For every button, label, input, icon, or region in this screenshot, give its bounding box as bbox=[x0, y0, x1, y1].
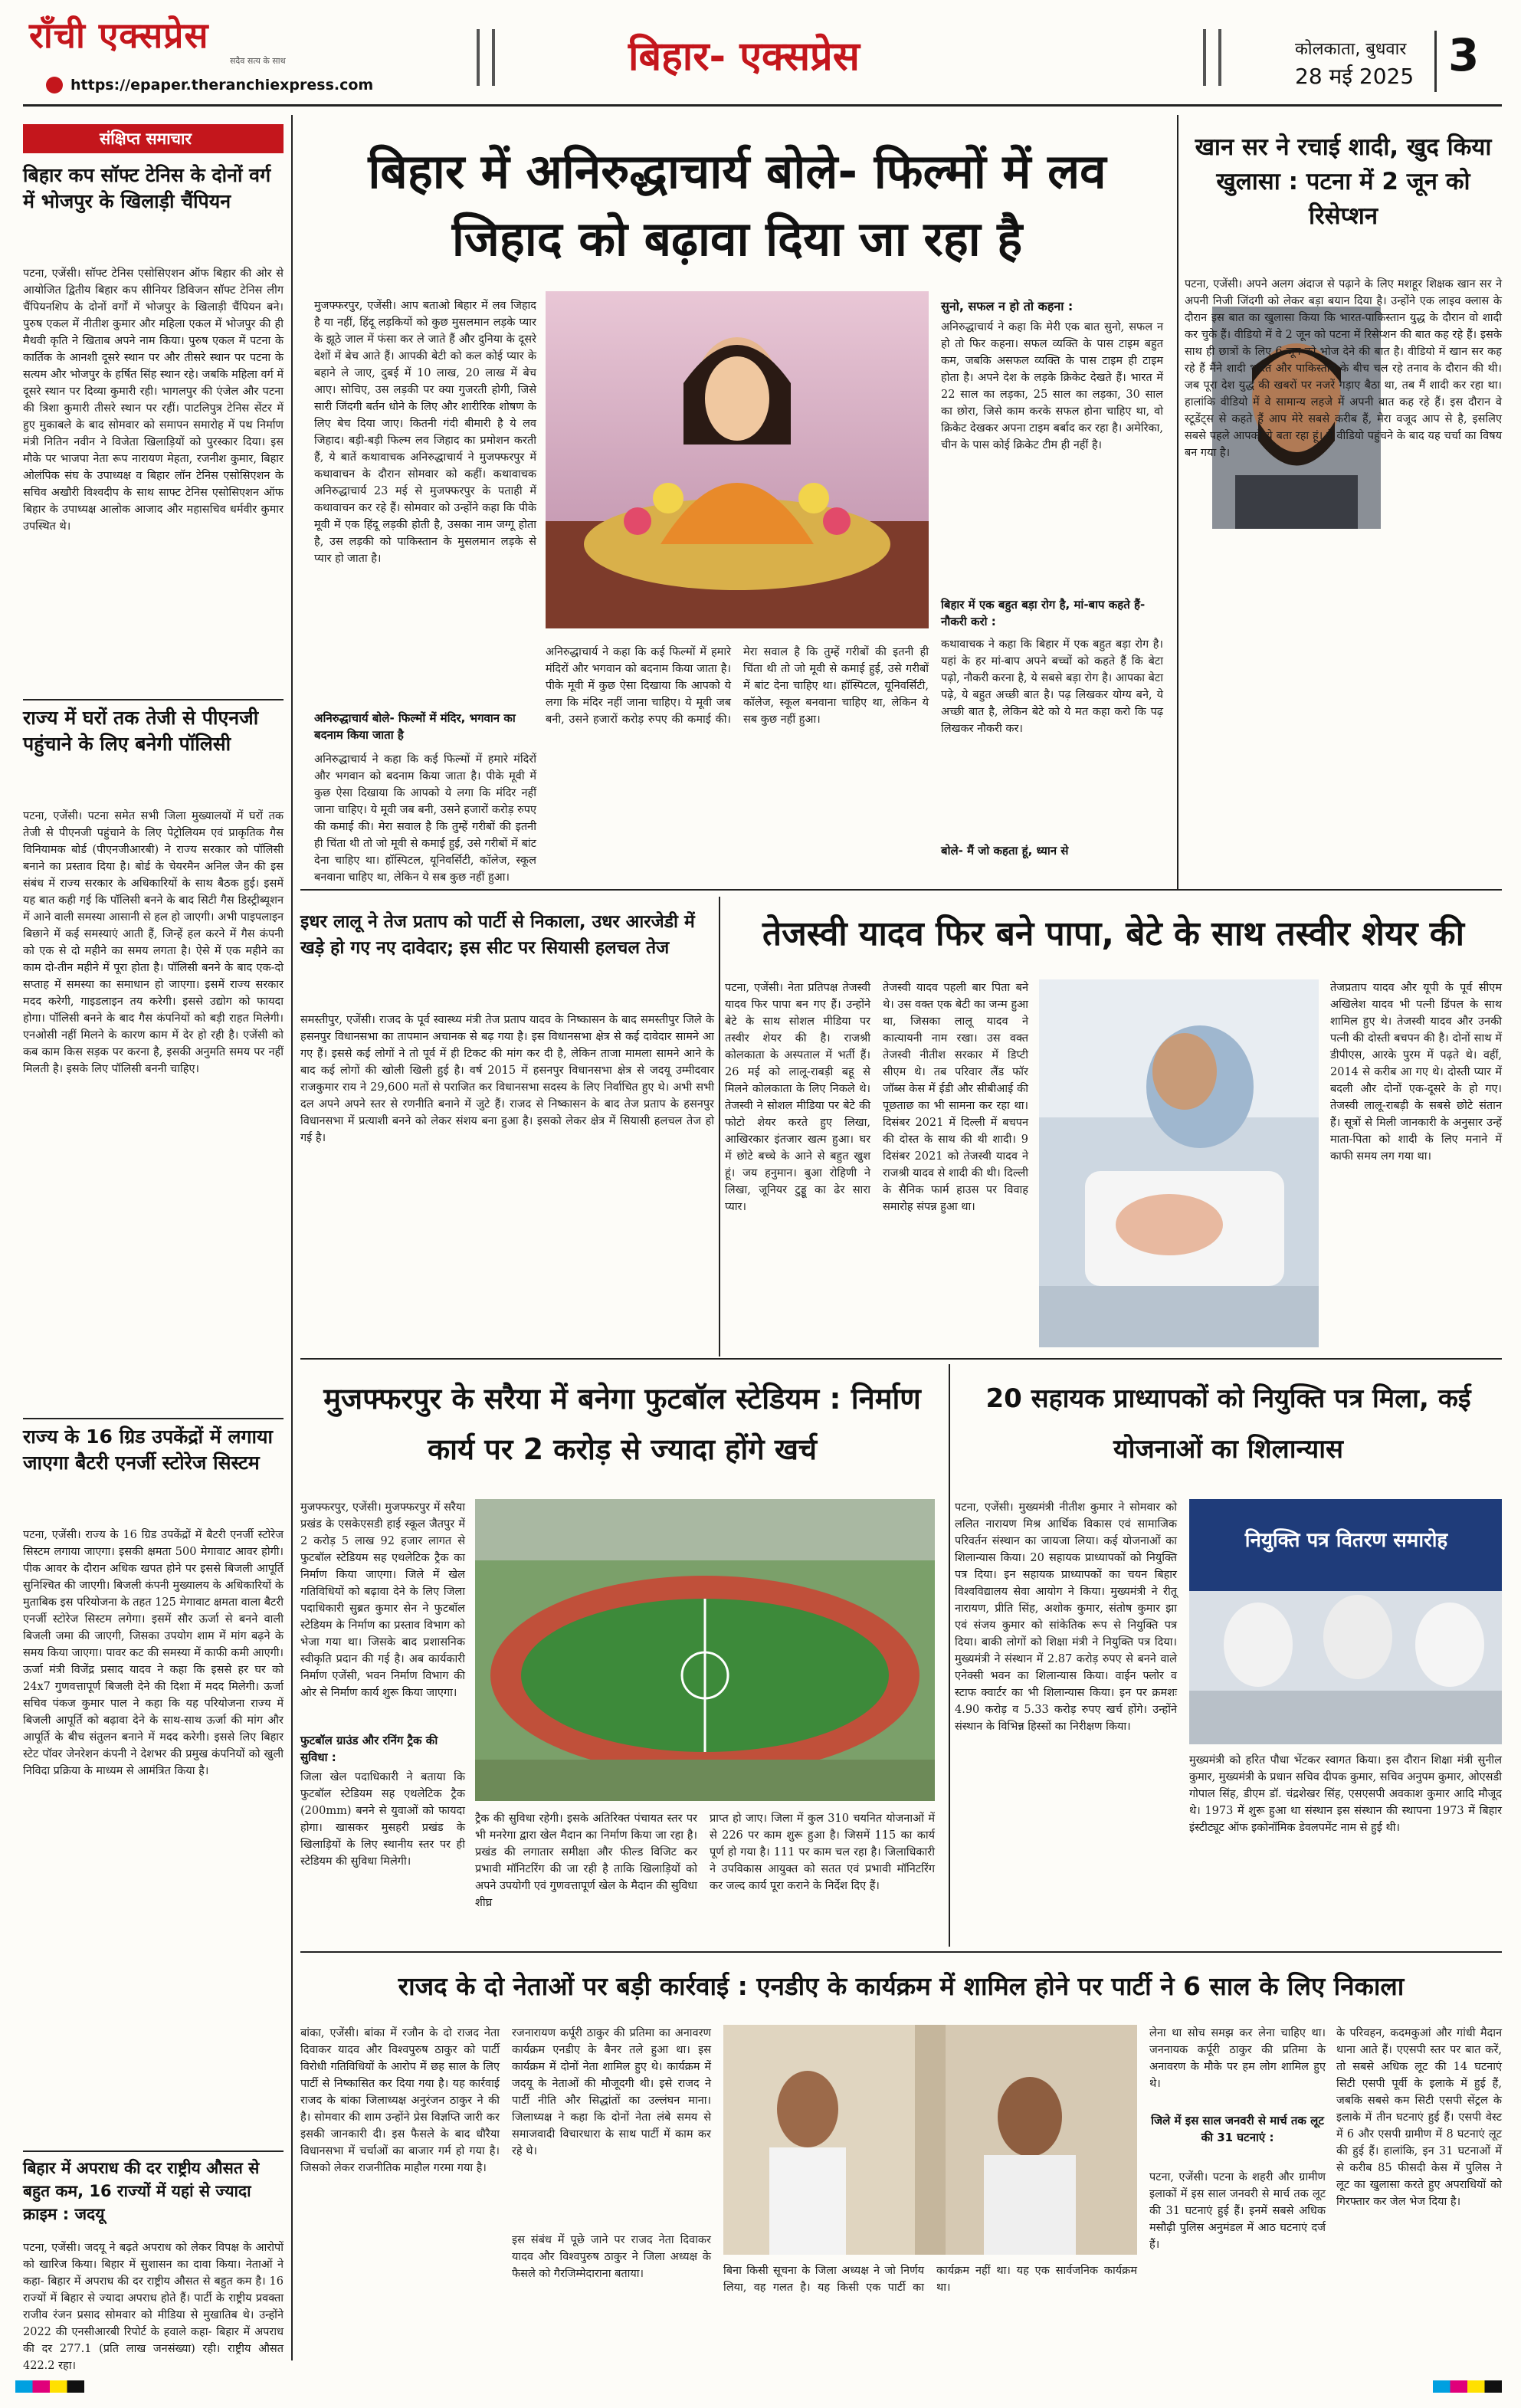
rjd-caption-left: इस संबंध में पूछे जाने पर राजद नेता दिवाकर यादव और विश्वपुरुष ठाकुर ने जिला अध्यक्ष के फैसले को गैरजिम्मेदाराना बताया। bbox=[512, 2234, 711, 2280]
lalu-right-rule bbox=[719, 897, 720, 1357]
epaper-link[interactable]: https://epaper.theranchiexpress.com bbox=[70, 77, 374, 93]
brief-item-2-title: राज्य में घरों तक तेजी से पीएनजी पहुंचाने के लिए बनेगी पॉलिसी bbox=[23, 707, 259, 755]
khan-headline: खान सर ने रचाई शादी, खुद किया खुलासा : पटना में 2 जून को रिसेप्शन bbox=[1195, 133, 1492, 230]
professors-story bbox=[955, 1364, 1502, 1947]
registration-marks bbox=[0, 2376, 1521, 2398]
stadium-aerial-photo bbox=[475, 1499, 935, 1801]
rjd-body-col5b: पटना, एजेंसी। पटना के शहरी और ग्रामीण इलाकों में इस साल जनवरी से मार्च तक लूट की 31 घटनाएं हुई हैं। इनमें सबसे अधिक मसौढ़ी पुलिस अनुमंडल में आठ घटनाएं दर्ज हैं। bbox=[1149, 2171, 1326, 2251]
rjd-body-col6: के परिवहन, कदमकुआं और गांधी मैदान थाना आते हैं। एएसपी स्तर पर बात करें, तो सबसे अधिक लूट की 14 घटनाएं सिटी एसपी पूर्वी के इलाके में हुई हैं, जबकि सबसे कम सिटी एसपी सेंट्रल के इलाके में तीन घटनाएं हुई हैं। एसपी वेस्ट में 6 और एसपी ग्रामीण में 8 घटनाएं लूट की हुई हैं। हालांकि, इन 31 घटनाओं में से करीब 85 फीसदी केस में पुलिस ने लूट का खुलासा करते हुए अपराधियों को गिरफ्तार कर जेल भेज दिया है। bbox=[1336, 2027, 1502, 2208]
tejashwi-story bbox=[725, 897, 1502, 1357]
tejashwi-body-col1: पटना, एजेंसी। नेता प्रतिपक्ष तेजस्वी यादव फिर पापा बन गए हैं। उन्होंने बेटे के साथ सोशल मीडिया पर तस्वीर शेयर की है। राजश्री कोलकाता के अस्पताल में भर्ती हैं। 26 मई को लालू-राबड़ी बहू से मिलने कोलकाता के लिए निकले थे। तेजस्वी ने सोशल मीडिया पर बेटे की फोटो शेयर करते हुए लिखा, आखिरकार इंतजार खत्म हुआ। घर में छोटे बच्चे के आने से बहुत खुश हूं। जय हनुमान। बुआ रोहिणी ने लिखा, जूनियर टुड्डू का ढेर सारा प्यार। bbox=[725, 982, 870, 1213]
tejashwi-newborn-photo bbox=[1039, 979, 1319, 1347]
aniruddhacharya-photo bbox=[546, 291, 929, 628]
lead-headline: बिहार में अनिरुद्धाचार्य बोले- फिल्मों में लव जिहाद को बढ़ावा दिया जा रहा है bbox=[368, 143, 1106, 267]
lead-body-col1: मुजफ्फरपुर, एजेंसी। आप बताओ बिहार में लव जिहाद है या नहीं, हिंदू लड़कियों को कुछ मुसलमान लड़के प्यार के झूठे जाल में फंसा कर ले जाते हैं और दुनिया के दूसरे देशों में बेच आते हैं। आपकी बेटी को कल कोई प्यार के बहाने ले जाए, दुबई में 10 लाख, 20 लाख में बेच आए। सोचिए, उस लड़की पर क्या गुजरती होगी, जिसे सारी जिंदगी बर्तन धोने के लिए और शारीरिक शोषण के लिए बेच दिया जाए। कितनी गंदी बीमारी है ये लव जिहाद। बड़ी-बड़ी फिल्म लव जिहाद का प्रमोशन करती हैं, ये बातें कथावाचक अनिरुद्धाचार्य ने मुजफ्फरपुर में कथावाचन के दौरान सोमवार को कहीं। कथावाचक अनिरुद्धाचार्य 23 मई से मुजफ्फरपुर के पताही में कथावाचन कर रहे हैं। सोमवार को उन्होंने कहा कि पीके मूवी में एक हिंदू लड़की होती है, उसका नाम जग्गू होता है, उस लड़की को पाकिस्तान के मुसलमान लड़के से प्यार हो जाता है। bbox=[314, 300, 536, 565]
issue-date: 28 मई 2025 bbox=[1295, 64, 1414, 89]
page-number-divider bbox=[1434, 31, 1437, 92]
brief-label-bar bbox=[23, 124, 284, 153]
lead-story bbox=[300, 115, 1174, 884]
brief-divider-1 bbox=[23, 699, 284, 700]
khan-body: पटना, एजेंसी। अपने अलग अंदाज से पढ़ाने के लिए मशहूर शिक्षक खान सर ने अपनी निजी जिंदगी को लेकर बड़ा बयान दिया है। उन्होंने एक लाइव क्लास के दौरान इस बात का खुलासा किया कि भारत-पाकिस्तान युद्ध के दौरान वो शादी कर चुके हैं। वीडियो में वे 2 जून को पटना में रिसेप्शन की बात कह रहे हैं। इसके साथ ही छात्रों के लिए 6 जून को भोज देने की बात है। वीडियो में खान सर कह रहे हैं मैंने शादी भारत और पाकिस्तान के बीच चल रहे तनाव के दौरान की थी। जब पूरा देश युद्ध की खबरों पर नजरें गड़ाए बैठा था, तब मैं शादी कर रहा था। हालांकि वीडियो में वे सामान्य लहजे में अपनी बात कह रहे हैं। इस दौरान वे स्टूडेंट्स से कहते हैं आप मेरे सबसे करीब हैं, मेरा वजूद आप से है, इसलिए सबसे पहले आपको ये बता रहा हूं। ये वीडियो पहुंचने के बाद यह चर्चा का विषय बन गया है। bbox=[1185, 278, 1502, 459]
lead-bottom-rule bbox=[300, 889, 1502, 891]
lalu-body: समस्तीपुर, एजेंसी। राजद के पूर्व स्वास्थ्य मंत्री तेज प्रताप यादव के निष्कासन के बाद समस्तीपुर जिले के हसनपुर विधानसभा का तापमान अचानक से बढ़ गया है। इस विधानसभा क्षेत्र से कई दावेदार सामने आ गए हैं। इससे कई लोगों ने तो पूर्व में ही टिकट की मांग कर दी है, लेकिन ताजा मामला सामने आने के बाद कई लोगों की खोली खिली हुई है। वर्ष 2015 में हसनपुर विधानसभा क्षेत्र से जदयू उम्मीदवार राजकुमार राय ने 29,600 मतों से पराजित कर विधानसभा सदस्य के लिए निर्वाचित हुए थे। अभी सभी दल अपने अपने स्तर से रणनीति बनाने में जुटे हैं। राजद से निष्कासन के बाद तेज प्रताप के हसनपुर विधानसभा में प्रत्याशी बनने को लेकर संशय बना हुआ है। इसको लेकर क्षेत्र में सियासी हलचल तेज हो गई है। bbox=[300, 1014, 714, 1144]
khan-story bbox=[1185, 115, 1502, 881]
lead-body-col1-cont: अनिरुद्धाचार्य ने कहा कि कई फिल्मों में हमारे मंदिरों और भगवान को बदनाम किया जाता है। पीके मूवी में कुछ ऐसा दिखाया कि आपको ये लगा कि मंदिर नहीं जाना चाहिए। ये मूवी जब बनी, उसने हजारों करोड़ रुपए की कमाई की। मेरा सवाल है कि तुम्हें गरीबों की इतनी ही चिंता थी तो जो मूवी से कमाई हुई, उसे गरीबों में बांट देना चाहिए था। हॉस्पिटल, यूनिवर्सिटी, कॉलेज, स्कूल बनवाना चाहिए था, लेकिन ये सब कुछ नहीं हुआ। bbox=[314, 753, 536, 884]
brief-column bbox=[23, 115, 284, 2372]
rjd-body-col1: बांका, एजेंसी। बांका में रजौन के दो राजद नेता दिवाकर यादव और विश्वपुरुष ठाकुर को पार्टी विरोधी गतिविधियों के आरोप में छह साल के लिए पार्टी से निष्कासित कर दिया गया है। यह कार्रवाई राजद के बांका जिलाध्यक्ष अनुरंजन ठाकुर ने की है। सोमवार की शाम उन्होंने प्रेस विज्ञप्ति जारी कर इसकी जानकारी दी। इस फैसले के बाद धौरैया विधानसभा में चर्चाओं का बाजार गर्म हो गया है। जिसको लेकर राजनीतिक माहौल गरमा गया है। bbox=[300, 2027, 500, 2174]
tejashwi-bottom-rule bbox=[300, 1358, 1502, 1360]
section-bar-left bbox=[477, 29, 495, 86]
lead-body-col1-b bbox=[314, 751, 536, 884]
section-bar-right bbox=[1203, 29, 1221, 86]
brief-item-4-title: बिहार में अपराध की दर राष्ट्रीय औसत से बहुत कम, 16 राज्यों में यहां से ज्यादा क्राइम : जदयू bbox=[23, 2159, 260, 2223]
stadium-headline: मुजफ्फरपुर के सरैया में बनेगा फुटबॉल स्टेडियम : निर्माण कार्य पर 2 करोड़ से ज्यादा होंगे खर्च bbox=[323, 1382, 921, 1466]
rjd-story bbox=[300, 1956, 1502, 2362]
stadium-body-col1: मुजफ्फरपुर, एजेंसी। मुजफ्फरपुर में सरैया प्रखंड के एसकेएसडी हाई स्कूल जैतपुर में 2 करोड़ 5 लाख 92 हजार लागत से फुटबॉल स्टेडियम सह एथलेटिक ट्रैक का निर्माण किया जाएगा। जिले में खेल गतिविधियों को बढ़ावा देने के लिए जिला पदाधिकारी सुब्रत कुमार सेन ने फुटबॉल स्टेडियम के निर्माण का प्रस्ताव विभाग को भेजा गया था। जिसके बाद प्रशासनिक स्वीकृति प्रदान की गई है। अब कार्यकारी निर्माण एजेंसी, भवन निर्माण विभाग की ओर से निर्माण कार्य शुरू किया जाएगा। bbox=[300, 1501, 465, 1699]
lead-subhead-col3: सुनो, सफल न हो तो कहना : bbox=[941, 299, 1074, 313]
rjd-body-col5: लेना था सोच समझ कर लेना चाहिए था। जननायक कर्पूरी ठाकुर की प्रतिमा के अनावरण के मौके पर हम लोग शामिल हुए थे। bbox=[1149, 2027, 1326, 2090]
masthead bbox=[0, 0, 1521, 107]
lead-body-col2: अनिरुद्धाचार्य ने कहा कि कई फिल्मों में हमारे मंदिरों और भगवान को बदनाम किया जाता है। पीके मूवी में कुछ ऐसा दिखाया कि आपको ये लगा कि मंदिर नहीं जाना चाहिए। ये मूवी जब बनी, उसने हजारों करोड़ रुपए की कमाई की। मेरा सवाल है कि तुम्हें गरीबों की इतनी ही चिंता थी तो जो मूवी से कमाई हुई, उसे गरीबों में बांट देना चाहिए था। हॉस्पिटल, यूनिवर्सिटी, कॉलेज, स्कूल बनवाना चाहिए था, लेकिन ये सब कुछ नहीं हुआ। bbox=[546, 646, 929, 726]
professors-headline: 20 सहायक प्राध्यापकों को नियुक्ति पत्र मिला, कई योजनाओं का शिलान्यास bbox=[985, 1383, 1471, 1465]
brief-item-3-title: राज्य के 16 ग्रिड उपकेंद्रों में लगाया जाएगा बैटरी एनर्जी स्टोरेज सिस्टम bbox=[23, 1425, 273, 1474]
lead-body-col3b: कथावाचक ने कहा कि बिहार में एक बहुत बड़ा रोग है। यहां के हर मां-बाप अपने बच्चों को कहते हैं कि बेटा पढ़ो, नौकरी करना है, ये सबसे बड़ा रोग है। आपका बेटा पढ़े, ये बहुत अच्छी बात है। पढ़ लिखकर योग्य बने, ये अच्छी बात है, लेकिन बेटे को ये मत कहा करो कि पढ़ लिखकर नौकरी कर। bbox=[941, 638, 1163, 735]
left-column-rule bbox=[291, 115, 293, 2360]
lalu-story bbox=[300, 897, 714, 1357]
stadium-body-col2: ट्रैक की सुविधा रहेगी। इसके अतिरिक्त पंचायत स्तर पर भी मनरेगा द्वारा खेल मैदान का निर्माण किया जा रहा है। प्रखंड की लगातार समीक्षा और फील्ड विजिट कर प्रभावी मॉनिटरिंग की जा रही है ताकि खिलाड़ियों को अपने उपयोगी एवं गुणवत्तापूर्ण खेल के मैदान की सुविधा शीघ्र bbox=[475, 1813, 697, 1909]
brief-divider-2 bbox=[23, 1418, 284, 1419]
lead-subhead-col1: अनिरुद्धाचार्य बोले- फिल्मों में मंदिर, भगवान का बदनाम किया जाता है bbox=[314, 711, 516, 742]
brief-item-1-body: पटना, एजेंसी। सॉफ्ट टेनिस एसोसिएशन ऑफ बिहार की ओर से आयोजित द्वितीय बिहार कप सीनियर डिविजन सॉफ्ट टेनिस लीग चैंपियनशिप के दोनों वर्गों में भोजपुर के खिलाड़ी चैंपियन बने। पुरुष एकल में नीतीश कुमार और महिला एकल में भोजपुर की ही मैथवी कृति ने खिताब अपने नाम किया। पुरुष एकल में पटना के कार्तिक के आनशी दूसरे स्थान पर और तीसरे स्थान पर पटना के सत्यम और भोजपुर के हर्षित सिंह स्थान रहे। जबकि महिला वर्ग में दूसरे स्थान पर दिव्या कुमारी रही। भागलपुर की एंजेल और पटना की त्रिशा कुमारी तीसरे स्थान पर रहीं। पाटलिपुत्र टेनिस सेंटर में हुए मुकाबले के बाद सोमवार को समापन समारोह में पथ निर्माण मंत्री नितिन नवीन ने विजेता खिलाड़ियों को पुरस्कार दिया। इस मौके पर भाजपा नेता रूप नारायण मेहता, रजनीश कुमार, बिहार ओलंपिक संघ के उपाध्यक्ष व बिहार लॉन टेनिस एसोसिएशन के सचिव अखौरी विश्वदीप के साथ साफ्ट टेनिस एसोसिएशन ऑफ बिहार के उपाध्यक्ष आलोक आजाद और महासचिव धर्मवीर कुमार उपस्थित थे। bbox=[23, 267, 284, 533]
professors-body-b: मुख्यमंत्री को हरित पौधा भेंटकर स्वागत किया। इस दौरान शिक्षा मंत्री सुनील कुमार, मुख्यमंत्री के प्रधान सचिव दीपक कुमार, सचिव अनुपम कुमार, ओएसडी गोपाल सिंह, डीएम डॉ. चंद्रशेखर सिंह, एसएसपी अवकाश कुमार आदि मौजूद थे। 1973 में शुरू हुआ था संस्थान इस संस्थान की स्थापना 1973 में बिहार इंस्टीट्यूट ऑफ इकोनॉमिक डेवलपमेंट नाम से हुई थी। bbox=[1189, 1754, 1502, 1834]
page-number: 3 bbox=[1448, 29, 1480, 81]
rjd-subhead-col5: जिले में इस साल जनवरी से मार्च तक लूट की 31 घटनाएं : bbox=[1151, 2114, 1324, 2144]
stadium-body-col1b: जिला खेल पदाधिकारी ने बताया कि फुटबॉल स्टेडियम सह एथलेटिक ट्रैक (200mm) बनने से युवाओं को फायदा होगा। खासकर मुसहरी प्रखंड के खिलाड़ियों के लिए स्थानीय स्तर पर ही स्टेडियम की सुविधा मिलेगी। bbox=[300, 1771, 465, 1868]
stadium-photo bbox=[475, 1499, 935, 1801]
tejashwi-photo bbox=[1039, 979, 1319, 1347]
rjd-leaders-photo bbox=[723, 2025, 1137, 2255]
ceremony-banner-text: नियुक्ति पत्र वितरण समारोह bbox=[1244, 1529, 1448, 1552]
lead-body-col3: अनिरुद्धाचार्य ने कहा कि मेरी एक बात सुनो, सफल न हो तो फिर कहना। सफल व्यक्ति के पास टाइम बहुत कम, जबकि असफल व्यक्ति के पास टाइम ही टाइम होता है। अपने देश के लड़के क्रिकेट देखते हैं। भारत में 22 साल का लड़का, 25 साल का लड़का, 30 साल का छोरा, जिसे काम करके सफल होना चाहिए था, वो क्रिकेट देखकर अपना टाइम बर्बाद कर रहा है। अमेरिका, चीन के पास कोई क्रिकेट टीम ही नहीं है। bbox=[941, 321, 1163, 451]
stadium-body-col3: प्राप्त हो जाए। जिला में कुल 310 चयनित योजनाओं में से 226 पर काम शुरू हुआ है। जिसमें 115 का कार्य पूर्ण हो गया है। 111 पर काम चल रहा है। जिलाधिकारी ने उपविकास आयुक्त को सतत एवं प्रभावी मॉनिटरिंग कर जल्द कार्य पूरा कराने के निर्देश दिए हैं। bbox=[710, 1813, 935, 1892]
stadium-subhead: फुटबॉल ग्राउंड और रनिंग ट्रैक की सुविधा : bbox=[300, 1734, 438, 1764]
stadium-right-rule bbox=[949, 1364, 950, 1947]
rjd-caption-mid: बिना किसी सूचना के जिला अध्यक्ष ने जो निर्णय लिया, वह गलत है। यह किसी एक पार्टी का कार्यक्रम नहीं था। यह एक सार्वजनिक कार्यक्रम था। bbox=[723, 2265, 1137, 2294]
location-day: कोलकाता, बुधवार bbox=[1295, 40, 1407, 59]
lalu-headline: इधर लालू ने तेज प्रताप को पार्टी से निकाला, उधर आरजेडी में खड़े हो गए नए दावेदार; इस सीट पर सियासी हलचल तेज bbox=[300, 912, 695, 958]
brief-item-1-title: बिहार कप सॉफ्ट टेनिस के दोनों वर्ग में भोजपुर के खिलाड़ी चैंपियन bbox=[23, 164, 271, 212]
professors-body: पटना, एजेंसी। मुख्यमंत्री नीतीश कुमार ने सोमवार को ललित नारायण मिश्र आर्थिक विकास एवं सामाजिक परिवर्तन संस्थान का जायजा लिया। कई योजनाओं का शिलान्यास किया। 20 सहायक प्राध्यापकों को नियुक्ति पत्र दिया। इन सहायक प्राध्यापकों का चयन बिहार विश्वविद्यालय सेवा आयोग ने किया। मुख्यमंत्री ने रीतू नारायण, प्रीति सिंह, अशोक कुमार, संतोष कुमार झा एवं संजय कुमार को सांकेतिक रूप से नियुक्ति पत्र दिया। बाकी लोगों को शिक्षा मंत्री ने नियुक्ति पत्र दिया। मुख्यमंत्री ने संस्थान में 2.87 करोड़ रुपए से बनने वाले एनेक्सी भवन का शिलान्यास किया। वाईन फ्लोर व स्टाफ क्वार्टर का भी शिलान्यास किया। इन पर क्रमशः 4.90 करोड़ व 5.33 करोड़ रुपए खर्च होंगे। उन्होंने संस्थान के विभिन्न हिस्सों का निरीक्षण किया। bbox=[955, 1501, 1177, 1733]
brief-label: संक्षिप्त समाचार bbox=[100, 130, 192, 148]
brief-item-2-body: पटना, एजेंसी। पटना समेत सभी जिला मुख्यालयों में घरों तक तेजी से पीएनजी पहुंचाने के लिए पेट्रोलियम एवं प्राकृतिक गैस विनियामक बोर्ड (पीएनजीआरबी) ने राज्य सरकार को पॉलिसी बनाने का प्रस्ताव दिया है। बोर्ड के चेयरमैन अनिल जैन की इस संबंध में राज्य सरकार के अधिकारियों के साथ बैठक हुई। इसमें यह बात कही गई कि पॉलिसी बनने के बाद सिटी गैस डिस्ट्रीब्यूशन में आने वाली समस्या आसानी से हल हो जाएगी। अभी पाइपलाइन बिछाने में कई समस्याएं आती हैं, जिन्हें हल करने में गैस कंपनी को एक से दो महीने का समय लगता है। ऐसे में एक महीने का काम दो-तीन महीने में पूरा होता है। पॉलिसी बनने के बाद एक-दो सप्ताह में समस्या का समाधान हो जाएगा। इसमें राज्य सरकार मदद करेगी, गाइडलाइन तय करेगी। इससे उद्योग को फायदा होगा। पॉलिसी बनने के बाद गैस कंपनियों को बड़ी राहत मिलेगी। एनओसी नहीं मिलने के कारण काम में देर हो रही है। एजेंसी को कब काम किस सड़क पर करना है, इसकी अनुमति समय पर नहीं मिलती है। इसके लिए पॉलिसी बननी चाहिए। bbox=[23, 810, 284, 1075]
paper-name: राँची एक्सप्रेस bbox=[29, 15, 209, 56]
brief-divider-3 bbox=[23, 2150, 284, 2152]
lead-right-rule bbox=[1177, 115, 1178, 889]
tejashwi-body-col2: तेजस्वी यादव पहली बार पिता बने थे। उस वक्त एक बेटी का जन्म हुआ था, जिसका लालू यादव ने कात्यायनी नाम रखा। उस वक्त तेजस्वी नीतीश सरकार में डिप्टी सीएम थे। तब परिवार लैंड फॉर जॉब्स केस में ईडी और सीबीआई की पूछताछ का भी सामना कर रहा था। दिसंबर 2021 में दिल्ली में बचपन की दोस्त के साथ की थी शादी। 9 दिसंबर 2021 को तेजस्वी यादव ने राजश्री यादव से शादी की थी। दिल्ली के सैनिक फार्म हाउस पर विवाह समारोह संपन्न हुआ था। bbox=[883, 982, 1028, 1213]
lead-footer-note: बोले- मैं जो कहता हूं, ध्यान से bbox=[941, 844, 1069, 858]
stadium-story bbox=[300, 1364, 944, 1947]
rjd-body-col2: रजनारायण कर्पूरी ठाकुर की प्रतिमा का अनावरण कार्यक्रम एनडीए के बैनर तले हुआ था। इस कार्यक्रम में दोनों नेता शामिल हुए थे। कार्यक्रम में जदयू के नेताओं की मौजूदगी थी। इसे राजद ने पार्टी नीति और सिद्धांतों का उल्लंघन माना। जिलाध्यक्ष ने कहा कि दोनों नेता लंबे समय से समाजवादी विचारधारा के साथ पार्टी में काम कर रहे थे। bbox=[512, 2027, 711, 2157]
rjd-headline: राजद के दो नेताओं पर बड़ी कार्रवाई : एनडीए के कार्यक्रम में शामिल होने पर पार्टी ने 6 साल के लिए निकाला bbox=[398, 1971, 1405, 2001]
rjd-photo bbox=[723, 2025, 1137, 2255]
lead-subhead-col3b: बिहार में एक बहुत बड़ा रोग है, मां-बाप कहते हैं- नौकरी करो : bbox=[941, 598, 1146, 628]
tejashwi-body-col3: तेजप्रताप यादव और यूपी के पूर्व सीएम अखिलेश यादव भी पत्नी डिंपल के साथ शामिल हुए थे। तेजस्वी यादव और उनकी पत्नी की दोस्ती बचपन की है। दोनों साथ में डीपीएस, आरके पुरम में पढ़ते थे। वहीं, 2014 से करीब आ गए थे। दोस्ती प्यार में बदली और दोनों एक-दूसरे के हो गए। तेजस्वी लालू-राबड़ी के सबसे छोटे संतान हैं। सूत्रों से मिली जानकारी के अनुसार उन्हें माता-पिता को शादी के लिए मनाने में काफी समय लग गया था। bbox=[1330, 982, 1502, 1163]
lead-photo bbox=[546, 291, 929, 628]
tejashwi-headline: तेजस्वी यादव फिर बने पापा, बेटे के साथ तस्वीर शेयर की bbox=[762, 914, 1464, 953]
masthead-rule bbox=[23, 104, 1502, 107]
paper-tagline: सदैव सत्य के साथ bbox=[230, 56, 286, 66]
section-title: बिहार- एक्सप्रेस bbox=[628, 34, 860, 80]
globe-icon bbox=[46, 77, 63, 93]
professors-bottom-rule bbox=[300, 1951, 1502, 1953]
brief-item-3-body: पटना, एजेंसी। राज्य के 16 ग्रिड उपकेंद्रों में बैटरी एनर्जी स्टोरेज सिस्टम लगाया जाएगा। इसकी क्षमता 500 मेगावाट आवर होगी। पीक आवर के दौरान अधिक खपत होने पर इससे बिजली आपूर्ति सुनिश्चित की जाएगी। बिजली कंपनी मुख्यालय के अधिकारियों के मुताबिक इस परियोजना के तहत 125 मेगावाट क्षमता वाला बैटरी एनर्जी स्टोरेज सिस्टम लगेगा। इसमें सौर ऊर्जा से बनने वाली बिजली जमा की जाएगी, जिसका उपयोग शाम में मांग बढ़ने के समय किया जाएगा। पावर कट की समस्या में काफी कमी आएगी। ऊर्जा मंत्री विजेंद्र प्रसाद यादव ने कहा कि इससे हर घर को 24x7 गुणवत्तापूर्ण बिजली देने की दिशा में मदद मिलेगी। ऊर्जा सचिव पंकज कुमार पाल ने कहा कि यह परियोजना राज्य में बिजली आपूर्ति को बढ़ावा देने के साथ-साथ ऊर्जा की मांग और आपूर्ति के बीच संतुलन बनाने में मदद करेगी। इससे लिए बिहार स्टेट पॉवर जेनरेशन कंपनी ने देशभर की प्रमुख कंपनियों को खुली निविदा प्रक्रिया के माध्यम से आमंत्रित किया है। bbox=[23, 1529, 284, 1777]
brief-item-4-body: पटना, एजेंसी। जदयू ने बढ़ते अपराध को लेकर विपक्ष के आरोपों को खारिज किया। बिहार में सुशासन का दावा किया। नेताओं ने कहा- बिहार में अपराध की दर राष्ट्रीय औसत से बहुत कम है। 16 राज्यों में बिहार से ज्यादा अपराध होते हैं। पार्टी के राष्ट्रीय प्रवक्ता राजीव रंजन प्रसाद सोमवार को मीडिया से मुखातिब थे। उन्होंने 2022 की एनसीआरबी रिपोर्ट के हवाले कहा- बिहार में अपराध की दर 277.1 (प्रति लाख जनसंख्या) रही। राष्ट्रीय औसत 422.2 रहा। bbox=[23, 2242, 284, 2372]
professors-photo bbox=[1189, 1499, 1502, 1744]
